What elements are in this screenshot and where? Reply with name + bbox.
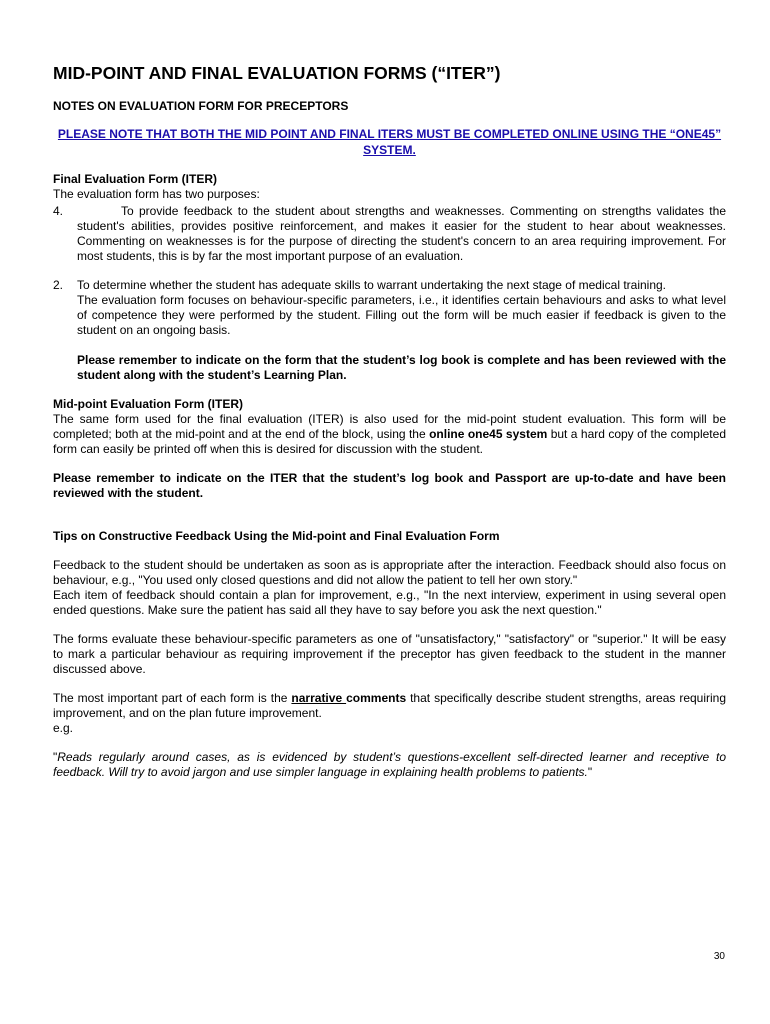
purpose-list (53, 204, 726, 383)
list-number: 4. (53, 204, 64, 218)
list-number: 2. (53, 278, 64, 292)
final-form-heading: Final Evaluation Form (ITER) (53, 172, 218, 186)
list-item (53, 204, 726, 264)
tips-paragraph-4 (53, 691, 726, 721)
quote-text: Reads regularly around cases, as is evidenced by student’s questions-excellent self-directed learner and receptive to feedback. Will try to avoid jargon and use simpler language in explaining health problems to patients. (53, 750, 726, 779)
tips-paragraph-1: Feedback to the student should be undertaken as soon as is appropriate after the interaction. Feedback should also focus on behaviour, e.g., "You used only closed questions and did not allow the patient to tell her own story." (53, 558, 726, 587)
iter-note: Please remember to indicate on the ITER that the student’s log book and Passport are up-to-date and have been reviewed with the student. (53, 471, 726, 500)
example-label: e.g. (53, 721, 74, 735)
tips-paragraph-3: The forms evaluate these behaviour-specific parameters as one of "unsatisfactory," "satisfactory" or "superior." It will be easy to mark a particular behaviour as requiring improvement if the preceptor has given feedback to the student in the manner discussed above. (53, 632, 726, 676)
list-item (53, 278, 726, 383)
midpoint-text: The same form used for the final evaluation (ITER) is also used for the mid-point student evaluation. This form will be completed; both at the mid-point and at the end of the block, using the (53, 412, 726, 441)
tips-heading: Tips on Constructive Feedback Using the Mid-point and Final Evaluation Form (53, 529, 500, 543)
midpoint-paragraph (53, 412, 726, 457)
notes-heading: NOTES ON EVALUATION FORM FOR PRECEPTORS (53, 99, 349, 113)
page-title: MID-POINT AND FINAL EVALUATION FORMS (“ITER”) (53, 63, 501, 83)
quote-mark-open: " (53, 750, 58, 764)
quote-mark-close: " (587, 765, 593, 779)
page-number: 30 (713, 951, 725, 962)
example-quote (53, 750, 726, 780)
document-page (53, 62, 726, 780)
midpoint-text-end: but a hard copy of the completed form can easily be printed off when this is desired for discussion with the student. (53, 427, 726, 456)
list-text: To provide feedback to the student about strengths and weaknesses. Commenting on strengths validates the student's abilities, provides positive reinforcement, and makes it easier for the student to hear about weaknesses. Commenting on weaknesses is for the purpose of directing the student's concern to an area requiring improvement. For most students, this is by far the most important purpose of an evaluation. (77, 204, 726, 263)
list-text-continued: The evaluation form focuses on behaviour-specific parameters, i.e., it identifies certain behaviours and asks to what level of competence they were performed by the student. Filling out the form will be much easier if feedback is given to the student on an ongoing basis. (77, 293, 726, 337)
midpoint-heading: Mid-point Evaluation Form (ITER) (53, 397, 243, 411)
tips-paragraph-2: Each item of feedback should contain a plan for improvement, e.g., "In the next interview, experiment in using several open ended questions. Make sure the patient has said all they have to say before you ask the next question." (53, 588, 726, 617)
list-body (77, 278, 726, 383)
list-text: To determine whether the student has adequate skills to warrant undertaking the next stage of medical training. (77, 278, 667, 292)
tips-text: The most important part of each form is the (53, 691, 292, 705)
one45-emphasis: online one45 system (429, 427, 548, 441)
final-form-intro: The evaluation form has two purposes: (53, 187, 260, 201)
online-notice-link[interactable]: PLEASE NOTE THAT BOTH THE MID POINT AND FINAL ITERS MUST BE COMPLETED ONLINE USING THE “ONE45” SYSTEM. (57, 127, 722, 157)
tips-text-end: that specifically describe student strengths, areas requiring improvement, and on the plan future improvement. (53, 691, 727, 720)
narrative-emphasis: narrative (291, 691, 347, 705)
comments-emphasis: comments (346, 691, 407, 705)
log-book-note: Please remember to indicate on the form that the student’s log book is complete and has been reviewed with the student along with the student’s Learning Plan. (77, 353, 726, 382)
